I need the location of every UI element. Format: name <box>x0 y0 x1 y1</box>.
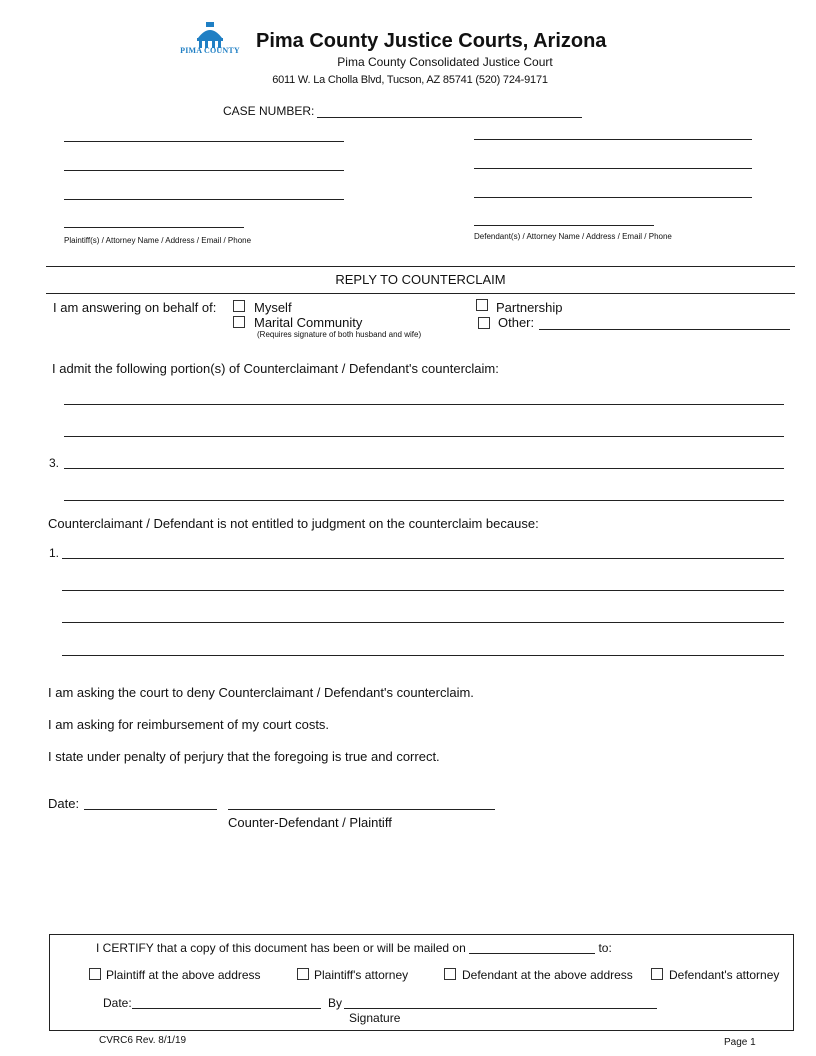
pima-county-logo <box>176 20 244 56</box>
partnership-checkbox[interactable] <box>476 299 488 311</box>
other-label: Other: <box>498 315 535 330</box>
logo-text: PIMA COUNTY <box>180 46 240 55</box>
signature-field[interactable] <box>228 796 495 810</box>
cert-defendant-attorney-label: Defendant's attorney <box>669 968 780 982</box>
title-rule-top <box>46 266 795 267</box>
cert-defendant-address-label: Defendant at the above address <box>462 968 633 982</box>
behalf-label: I am answering on behalf of: <box>53 300 217 315</box>
deny-statement: I am asking the court to deny Counterclaimant / Defendant's counterclaim. <box>48 685 474 700</box>
cert-signature-caption: Signature <box>349 1011 401 1025</box>
entitled-label: Counterclaimant / Defendant is not entitled to judgment on the counterclaim because: <box>48 516 539 531</box>
entitled-line-number: 1. <box>49 546 60 560</box>
cert-plaintiff-address-label: Plaintiff at the above address <box>106 968 261 982</box>
entitled-line-2[interactable] <box>62 577 784 591</box>
plaintiff-line-4[interactable] <box>64 214 244 228</box>
defendant-line-3[interactable] <box>474 184 752 198</box>
plaintiff-line-2[interactable] <box>64 157 344 171</box>
form-code: CVRC6 Rev. 8/1/19 <box>99 1035 187 1046</box>
cert-date-field[interactable] <box>132 996 321 1009</box>
certify-text-before: I CERTIFY that a copy of this document has been or will be mailed on <box>96 941 466 955</box>
reimburse-statement: I am asking for reimbursement of my court costs. <box>48 717 330 732</box>
case-number-label: CASE NUMBER: <box>223 104 315 118</box>
cert-plaintiff-attorney-checkbox[interactable] <box>297 968 309 980</box>
perjury-statement: I state under penalty of perjury that the foregoing is true and correct. <box>48 749 440 764</box>
defendant-line-1[interactable] <box>474 126 752 140</box>
signer-caption: Counter-Defendant / Plaintiff <box>228 815 392 830</box>
entitled-line-1[interactable] <box>62 545 784 559</box>
plaintiff-line-1[interactable] <box>64 128 344 142</box>
admit-label: I admit the following portion(s) of Counterclaimant / Defendant's counterclaim: <box>52 361 499 376</box>
admit-line-2[interactable] <box>64 423 784 437</box>
admit-line-4[interactable] <box>64 487 784 501</box>
entitled-line-4[interactable] <box>62 642 784 656</box>
certify-text-after: to: <box>598 941 612 955</box>
cert-plaintiff-attorney-label: Plaintiff's attorney <box>314 968 409 982</box>
cert-defendant-address-checkbox[interactable] <box>444 968 456 980</box>
myself-checkbox[interactable] <box>233 300 245 312</box>
plaintiff-caption: Plaintiff(s) / Attorney Name / Address / Email / Phone <box>64 236 252 245</box>
myself-label: Myself <box>254 300 292 315</box>
certify-mail-date-field[interactable] <box>469 942 595 954</box>
date-label: Date: <box>48 796 80 811</box>
defendant-caption: Defendant(s) / Attorney Name / Address / Email / Phone <box>474 232 672 241</box>
page-number: Page 1 <box>724 1037 756 1048</box>
other-field[interactable] <box>539 316 790 330</box>
page-title: Pima County Justice Courts, Arizona <box>256 30 607 52</box>
court-address: 6011 W. La Cholla Blvd, Tucson, AZ 85741 (520) 724-9171 <box>272 74 548 86</box>
cert-plaintiff-address-checkbox[interactable] <box>89 968 101 980</box>
title-rule-bottom <box>46 293 795 294</box>
admit-line-number: 3. <box>49 456 60 470</box>
marital-community-checkbox[interactable] <box>233 316 245 328</box>
defendant-line-2[interactable] <box>474 155 752 169</box>
cert-defendant-attorney-checkbox[interactable] <box>651 968 663 980</box>
cert-by-field[interactable] <box>344 996 657 1009</box>
court-subtitle: Pima County Consolidated Justice Court <box>337 55 553 69</box>
admit-line-3[interactable] <box>64 455 784 469</box>
marital-community-label: Marital Community <box>254 315 363 330</box>
entitled-line-3[interactable] <box>62 609 784 623</box>
partnership-label: Partnership <box>496 300 563 315</box>
cert-date-label: Date: <box>103 996 132 1010</box>
other-checkbox[interactable] <box>478 317 490 329</box>
cert-by-label: By <box>328 996 343 1010</box>
marital-community-note: (Requires signature of both husband and wife) <box>257 330 422 339</box>
case-number-field[interactable] <box>317 104 582 118</box>
form-title: REPLY TO COUNTERCLAIM <box>335 272 506 287</box>
certify-text <box>96 941 612 955</box>
date-field[interactable] <box>84 796 217 810</box>
plaintiff-line-3[interactable] <box>64 186 344 200</box>
admit-line-1[interactable] <box>64 391 784 405</box>
defendant-line-4[interactable] <box>474 212 654 226</box>
